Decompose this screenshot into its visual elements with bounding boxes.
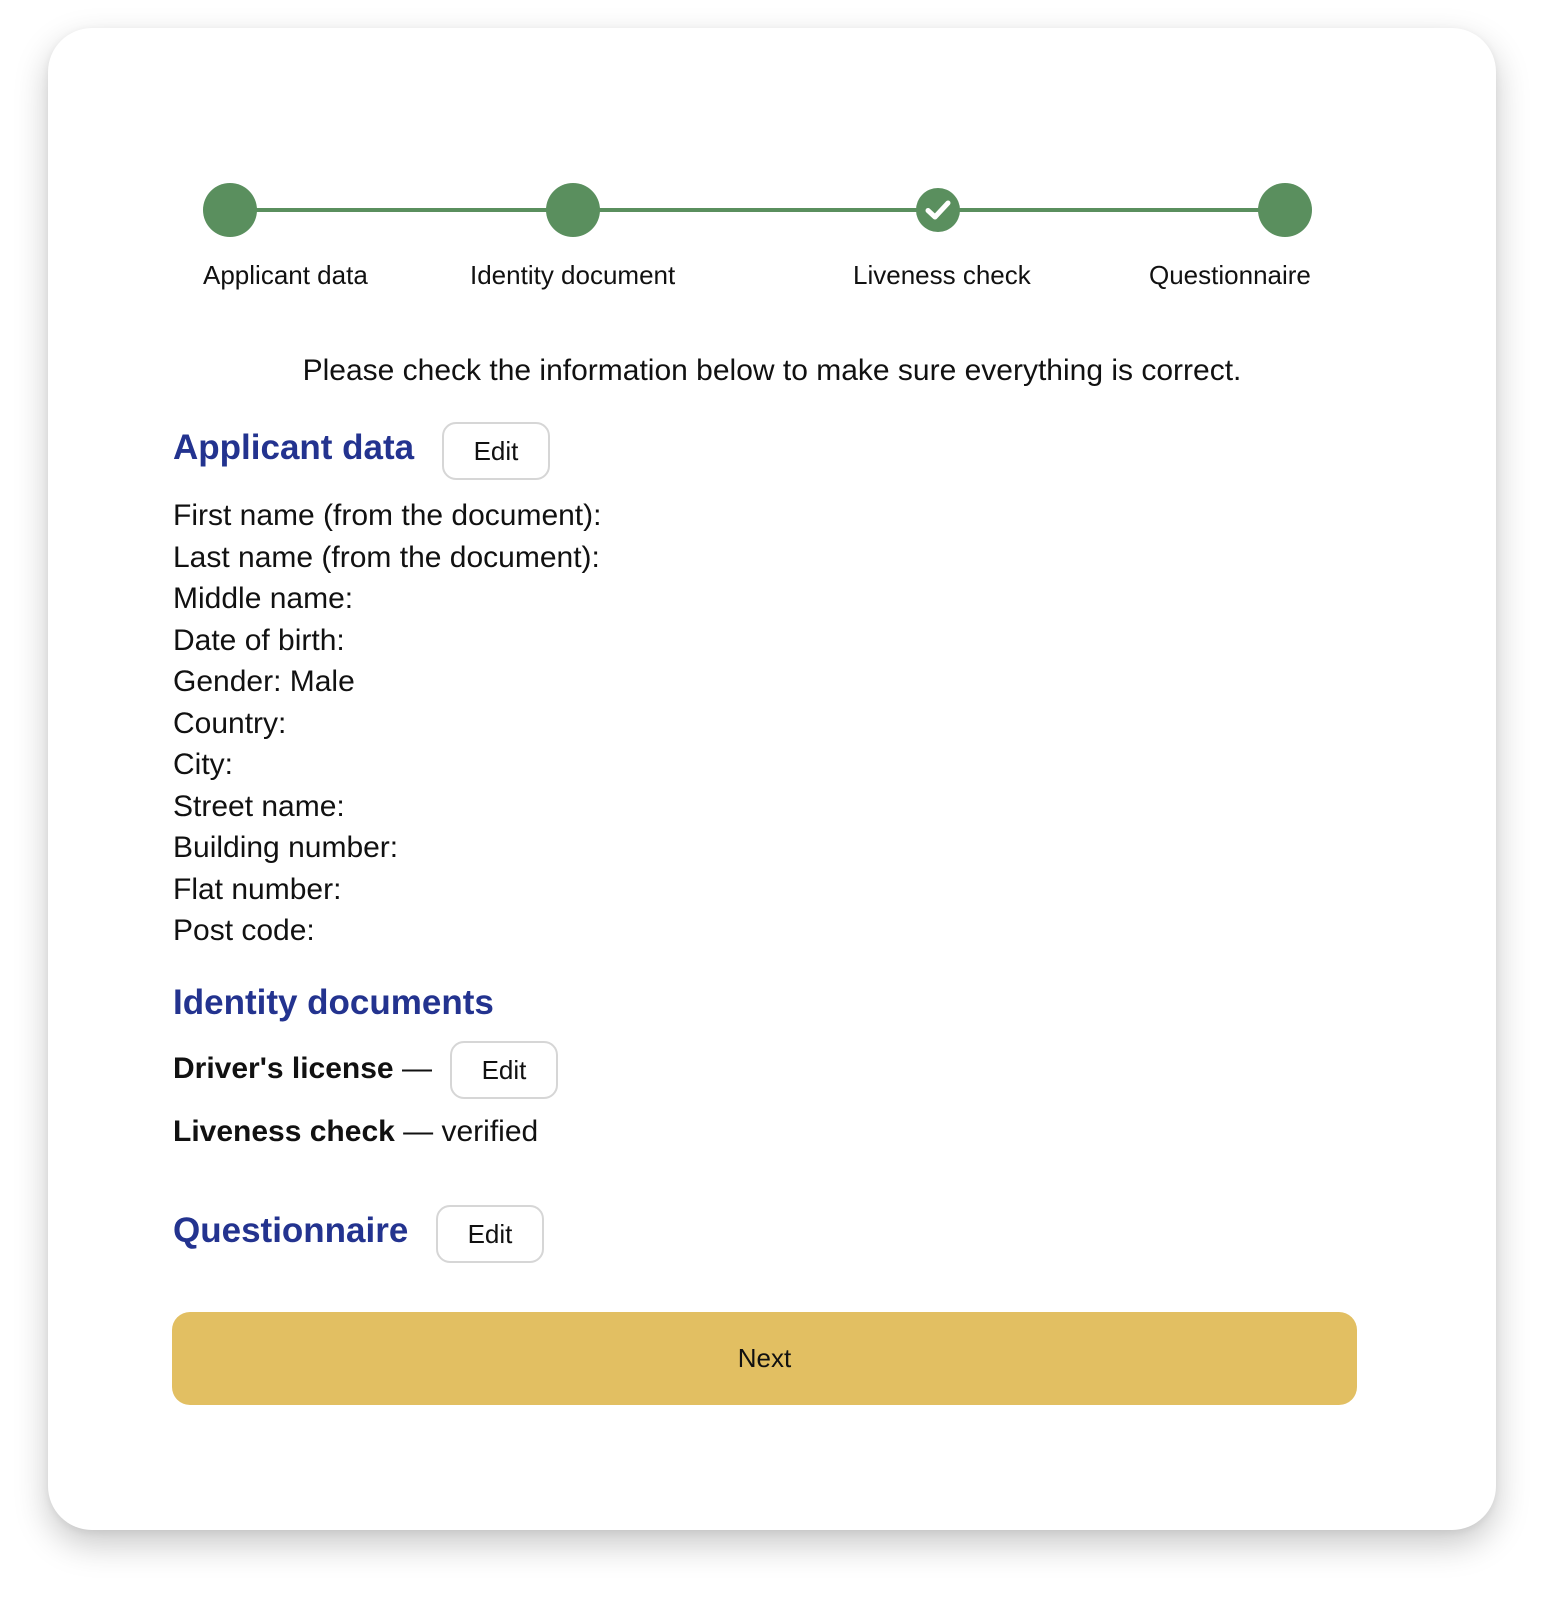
drivers-license-row (173, 1052, 432, 1086)
field-country (173, 703, 601, 745)
field-gender (173, 661, 601, 703)
applicant-data-heading: Applicant data (173, 428, 415, 467)
field-middle-name (173, 578, 601, 620)
step-label-liveness-check: Liveness check (853, 260, 1031, 290)
field-post-code (173, 910, 601, 952)
liveness-check-status: verified (441, 1115, 539, 1148)
field-label: Last name (from the document): (173, 540, 600, 574)
stepper-track (234, 208, 1294, 212)
applicant-fields-list (173, 495, 601, 952)
field-value: Male (289, 665, 355, 698)
field-city (173, 744, 601, 786)
progress-stepper (48, 28, 1496, 328)
edit-applicant-data-button[interactable]: Edit (442, 422, 550, 480)
field-label: City: (173, 748, 233, 781)
edit-questionnaire-button[interactable]: Edit (436, 1205, 544, 1263)
field-label: Country: (173, 706, 287, 740)
drivers-license-separator: — (401, 1052, 432, 1085)
step-dot-questionnaire[interactable] (1258, 183, 1312, 237)
field-first-name (173, 495, 601, 537)
step-label-questionnaire: Questionnaire (1149, 260, 1311, 290)
field-label: Street name: (173, 789, 345, 823)
field-label: Gender: (173, 665, 282, 698)
step-dot-liveness-check[interactable] (916, 188, 960, 232)
liveness-check-row (173, 1115, 538, 1149)
field-label: First name (from the document): (173, 499, 602, 532)
next-button[interactable]: Next (172, 1312, 1357, 1405)
checkmark-icon (916, 188, 960, 232)
step-dot-identity-document[interactable] (546, 183, 600, 237)
edit-drivers-license-button[interactable]: Edit (450, 1041, 558, 1099)
field-label: Building number: (173, 831, 399, 864)
intro-text: Please check the information below to make sure everything is correct. (302, 354, 1242, 387)
questionnaire-heading: Questionnaire (173, 1211, 409, 1250)
liveness-check-label: Liveness check (173, 1115, 395, 1148)
field-street-name (173, 786, 601, 828)
field-label: Middle name: (173, 582, 354, 615)
field-label: Date of birth: (173, 623, 345, 657)
field-label: Flat number: (173, 872, 342, 906)
liveness-check-separator: — (403, 1115, 434, 1148)
field-label: Post code: (173, 914, 315, 947)
field-flat-number (173, 869, 601, 911)
field-last-name (173, 537, 601, 579)
step-label-identity-document: Identity document (470, 260, 676, 290)
field-date-of-birth (173, 620, 601, 662)
step-label-applicant-data: Applicant data (203, 260, 368, 290)
review-card (48, 28, 1496, 1530)
field-building-number (173, 827, 601, 869)
step-dot-applicant-data[interactable] (203, 183, 257, 237)
drivers-license-label: Driver's license (173, 1052, 394, 1085)
identity-documents-heading: Identity documents (173, 983, 494, 1022)
